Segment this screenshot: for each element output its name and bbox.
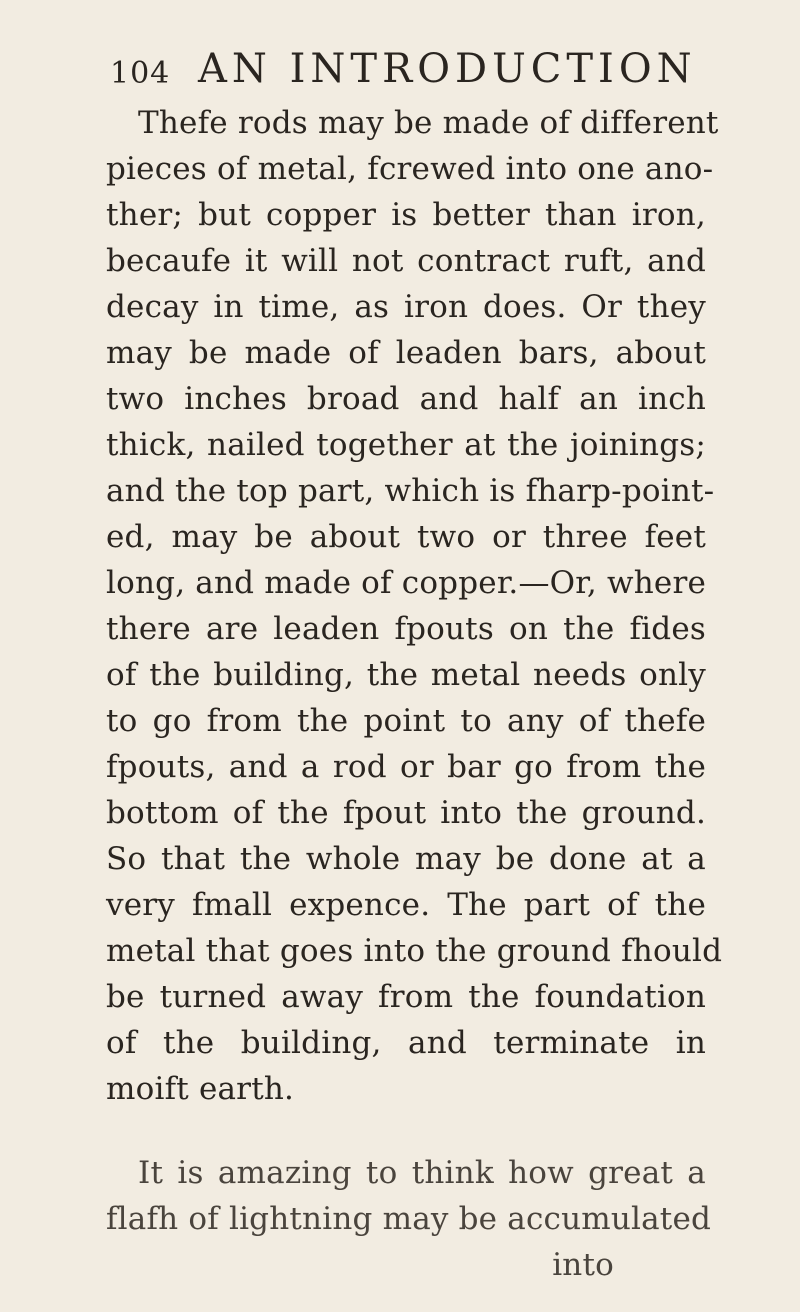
text-line: there are leaden fpouts on the fides bbox=[106, 611, 706, 647]
text-line: moift earth. bbox=[106, 1071, 295, 1107]
text-line: It is amazing to think how great a bbox=[138, 1155, 706, 1191]
text-line: be turned away from the foundation bbox=[106, 979, 706, 1015]
text-line: and the top part, which is fharp-point- bbox=[106, 473, 715, 509]
running-title: AN INTRODUCTION bbox=[198, 46, 697, 92]
text-line: becaufe it will not contract ruft, and bbox=[106, 243, 706, 279]
text-line: So that the whole may be done at a bbox=[106, 841, 706, 877]
text-line: flafh of lightning may be accumulated bbox=[106, 1201, 712, 1237]
paragraph-2 bbox=[106, 1150, 712, 1288]
text-line: ther; but copper is better than iron, bbox=[106, 197, 706, 233]
page-number: 104 bbox=[110, 56, 171, 91]
text-line: very fmall expence. The part of the bbox=[106, 887, 706, 923]
text-line: thick, nailed together at the joinings; bbox=[106, 427, 706, 463]
text-line: pieces of metal, fcrewed into one ano- bbox=[106, 151, 714, 187]
body-text bbox=[106, 100, 723, 1288]
paragraph-gap bbox=[106, 1112, 706, 1150]
text-line: decay in time, as iron does. Or they bbox=[106, 289, 706, 325]
catchword: into bbox=[552, 1247, 614, 1283]
text-line: may be made of leaden bars, about bbox=[106, 335, 706, 371]
text-line: two inches broad and half an inch bbox=[106, 381, 706, 417]
text-line: fpouts, and a rod or bar go from the bbox=[106, 749, 706, 785]
text-line: of the building, the metal needs only bbox=[106, 657, 706, 693]
text-line: bottom of the fpout into the ground. bbox=[106, 795, 706, 831]
text-line: ed, may be about two or three feet bbox=[106, 519, 706, 555]
text-line: Thefe rods may be made of different bbox=[138, 105, 719, 141]
text-line: to go from the point to any of thefe bbox=[106, 703, 706, 739]
paragraph-1 bbox=[106, 100, 723, 1112]
page-header bbox=[110, 42, 710, 106]
text-line: long, and made of copper.—Or, where bbox=[106, 565, 707, 601]
text-line: of the building, and terminate in bbox=[106, 1025, 706, 1061]
text-line: metal that goes into the ground fhould bbox=[106, 933, 723, 969]
